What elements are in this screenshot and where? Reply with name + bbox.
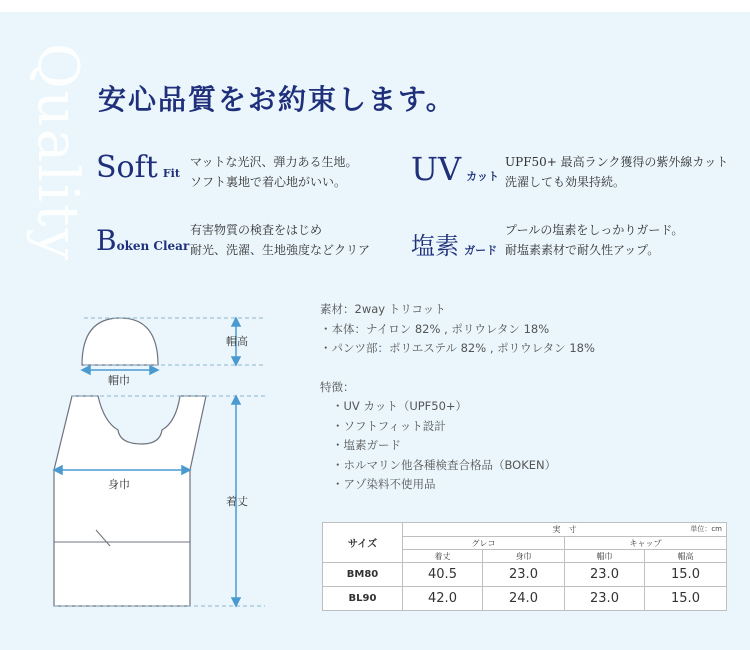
spec-feature-item: ・ホルマリン他各種検査合格品（BOKEN） [332, 457, 557, 472]
actual-size-header [403, 523, 727, 537]
feature-chlorine-sub: ガード [464, 244, 498, 257]
spec-material: 素材：2way トリコット [320, 302, 446, 316]
feature-soft-sub: Fit [162, 167, 180, 180]
size-header: サイズ [323, 523, 403, 563]
feature-soft-line1: マットな光沢、弾力ある生地。 [190, 155, 358, 169]
cell: 24.0 [483, 587, 565, 611]
spec-feature-item: ・ソフトフィット設計 [332, 418, 446, 433]
feature-chlorine [411, 226, 497, 261]
feature-chlorine-line2: 耐塩素素材で耐久性アップ。 [505, 243, 660, 257]
cell: 15.0 [645, 587, 727, 611]
cell: 23.0 [565, 563, 645, 587]
col-cap-width: 帽巾 [565, 550, 645, 563]
cell: 23.0 [483, 563, 565, 587]
spec-feature-item: ・UV カット（UPF50+） [332, 399, 468, 413]
watermark-text: Quality [25, 42, 91, 263]
table-row [323, 563, 727, 587]
size-table [322, 522, 727, 611]
feature-chlorine-line1: プールの塩素をしっかりガード。 [505, 223, 684, 237]
feature-soft-line2: ソフト裏地で着心地がいい。 [190, 175, 347, 189]
unit-label: 単位：cm [690, 525, 722, 533]
feature-uv-title: UV [411, 150, 462, 188]
feature-soft-title: Soft [96, 150, 158, 185]
garment-diagram [0, 0, 300, 650]
actual-label: 実 寸 [552, 525, 577, 534]
feature-uv [411, 150, 499, 188]
bodysuit-shape [54, 396, 206, 606]
cell: 23.0 [565, 587, 645, 611]
spec-body: ・本体：ナイロン 82% , ポリウレタン 18% [320, 321, 550, 336]
feature-uv-line1: UPF50+ 最高ランク獲得の紫外線カット [505, 155, 729, 169]
row-size: BM80 [323, 563, 403, 587]
spec-list [320, 300, 595, 495]
label-length: 着丈 [226, 495, 248, 508]
col-cap-height: 帽高 [645, 550, 727, 563]
cell: 40.5 [403, 563, 483, 587]
cap-shape [82, 318, 158, 365]
col-body-width: 身巾 [483, 550, 565, 563]
cell: 15.0 [645, 563, 727, 587]
feature-uv-sub: カット [466, 170, 500, 183]
cell: 42.0 [403, 587, 483, 611]
col-length: 着丈 [403, 550, 483, 563]
spec-features-heading: 特徴： [320, 379, 355, 394]
table-row [323, 587, 727, 611]
feature-uv-line2: 洗濯しても効果持続。 [505, 175, 626, 189]
feature-boken-line2: 耐光、洗濯、生地強度などクリア [190, 243, 371, 257]
spec-feature-item: ・アゾ染料不使用品 [332, 477, 436, 491]
spec-pants: ・パンツ部：ポリエステル 82% , ポリウレタン 18% [320, 341, 595, 355]
feature-chlorine-title: 塩素 [411, 232, 459, 260]
label-cap-width: 帽巾 [108, 374, 130, 387]
feature-boken-sub: oken Clear [116, 239, 190, 253]
label-body-width: 身巾 [108, 478, 130, 491]
group-greco: グレコ [403, 537, 565, 550]
feature-boken-title: B [96, 224, 117, 257]
row-size: BL90 [323, 587, 403, 611]
group-cap: キャップ [565, 537, 727, 550]
page-title: 安心品質をお約束します。 [98, 83, 456, 116]
spec-feature-item: ・塩素ガード [332, 438, 401, 452]
label-cap-height: 帽高 [226, 335, 248, 348]
feature-boken-line1: 有害物質の検査をはじめ [190, 223, 323, 237]
